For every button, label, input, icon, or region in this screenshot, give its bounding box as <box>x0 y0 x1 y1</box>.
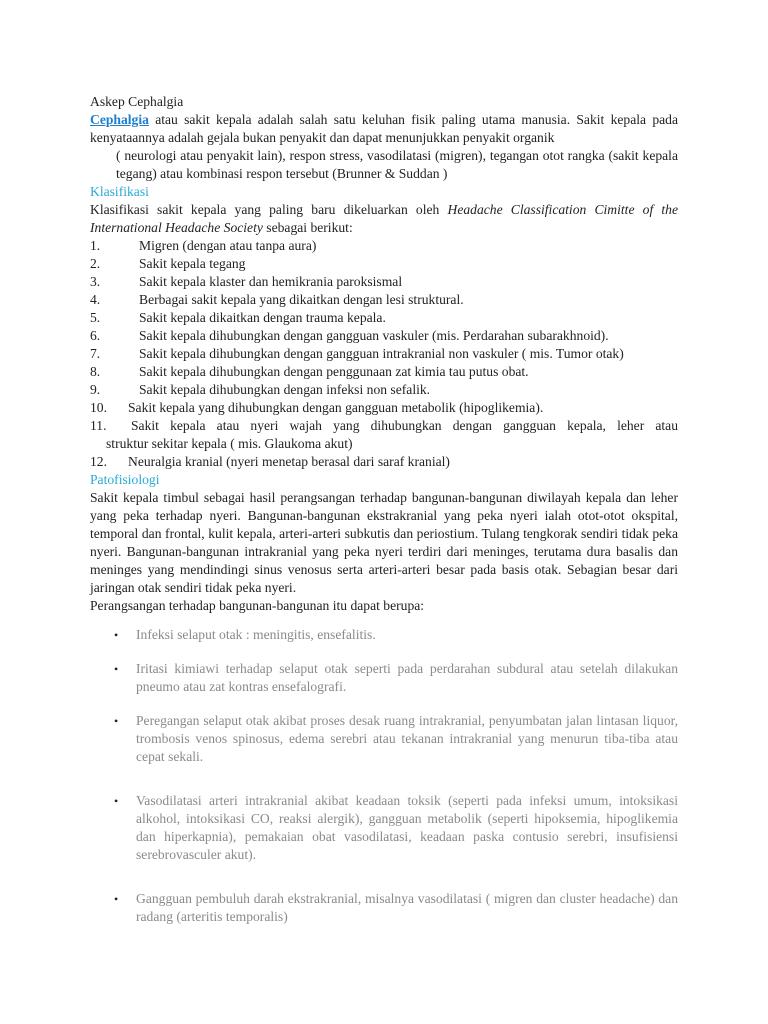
bullet-item <box>114 660 678 696</box>
list-text: Sakit kepala dihubungkan dengan gangguan intrakranial non vaskuler ( mis. Tumor otak) <box>139 346 624 361</box>
bullet-item <box>114 792 678 864</box>
list-text: Sakit kepala tegang <box>139 256 246 271</box>
klasifikasi-item <box>90 417 678 435</box>
list-text: Sakit kepala dihubungkan dengan infeksi non sefalik. <box>139 382 431 397</box>
bullet-item <box>114 626 678 644</box>
list-text: Sakit kepala dihubungkan dengan penggunaan zat kimia tau putus obat. <box>139 364 529 379</box>
cephalgia-link[interactable]: Cephalgia <box>90 112 149 127</box>
list-text: Neuralgia kranial (nyeri menetap berasal dari saraf kranial) <box>128 454 450 469</box>
klasifikasi-item <box>90 273 678 291</box>
klasifikasi-lead-text: Klasifikasi sakit kepala yang paling baru dikeluarkan oleh <box>90 202 448 217</box>
list-number: 9. <box>90 382 101 397</box>
bullet-icon: • <box>114 794 119 808</box>
bullet-icon: • <box>114 628 119 642</box>
list-number: 8. <box>90 364 101 379</box>
list-text-line2: struktur sekitar kepala ( mis. Glaukoma akut) <box>106 436 353 451</box>
klasifikasi-item <box>90 255 678 273</box>
klasifikasi-item <box>90 345 678 363</box>
klasifikasi-lead-end: sebagai berikut: <box>262 220 353 235</box>
bullet-text: Peregangan selaput otak akibat proses desak ruang intrakranial, penyumbatan jalan lintasan liquor, trombosis venos spinosus, edema serebri atau tekanan intrakranial yang menurun tiba-tiba atau cepat sekali. <box>136 713 678 764</box>
klasifikasi-source: Headache Classification Cimitte of the International Headache Society <box>90 202 679 235</box>
list-number: 6. <box>90 328 101 343</box>
list-number: 1. <box>90 238 101 253</box>
klasifikasi-item <box>90 309 678 327</box>
bullet-text: Vasodilatasi arteri intrakranial akibat keadaan toksik (seperti pada infeksi umum, intoksikasi alkohol, intoksikasi CO, reaksi alergik), gangguan metabolik (seperti hipoksemia, hipoglikemia dan hiperkapnia), pemakaian obat vasodilatasi, keadaan paska contusio serebri, insufisiensi serebrovasculer akut). <box>136 793 678 862</box>
klasifikasi-item <box>90 237 678 255</box>
patofisiologi-lead: Perangsangan terhadap bangunan-bangunan itu dapat berupa: <box>90 598 425 613</box>
perangsangan-list <box>114 626 678 926</box>
klasifikasi-item <box>90 453 678 471</box>
klasifikasi-item-continuation <box>90 435 678 453</box>
list-text: Sakit kepala dikaitkan dengan trauma kepala. <box>139 310 386 325</box>
klasifikasi-list <box>90 237 678 471</box>
list-text-line1: Sakit kepala atau nyeri wajah yang dihubungkan dengan gangguan kepala, leher atau <box>131 418 678 433</box>
klasifikasi-heading: Klasifikasi <box>90 184 149 199</box>
klasifikasi-item <box>90 327 678 345</box>
list-number: 3. <box>90 274 101 289</box>
bullet-text: Iritasi kimiawi terhadap selaput otak seperti pada perdarahan subdural atau setelah dilakukan pneumo atau zat kontras ensefalografi. <box>136 661 678 694</box>
list-number: 11. <box>90 418 107 433</box>
document-title: Askep Cephalgia <box>90 94 184 109</box>
bullet-item <box>114 712 678 766</box>
klasifikasi-item <box>90 291 678 309</box>
list-text: Sakit kepala klaster dan hemikrania paroksismal <box>139 274 403 289</box>
document-body <box>90 93 678 615</box>
patofisiologi-paragraph: Sakit kepala timbul sebagai hasil perangsangan terhadap bangunan-bangunan diwilayah kepala dan leher yang peka terhadap nyeri. Bangunan-bangunan ekstrakranial yang peka nyeri ialah otot-otot okspital, temporal dan frontal, kulit kepala, arteri-arteri subkutis dan periostium. Tulang tengkorak sendiri tidak peka nyeri. Bangunan-bangunan intrakranial yang peka nyeri terdiri dari meninges, terutama dura basalis dan meninges yang mendindingi sinus venosus serta arteri-arteri besar pada basis otak. Sebagian besar dari jaringan otak sendiri tidak peka nyeri. <box>90 490 678 595</box>
klasifikasi-item <box>90 381 678 399</box>
klasifikasi-item <box>90 399 678 417</box>
intro-paragraph <box>90 111 678 147</box>
list-number: 4. <box>90 292 101 307</box>
bullet-icon: • <box>114 892 119 906</box>
bullet-icon: • <box>114 714 119 728</box>
list-number: 10. <box>90 400 107 415</box>
list-text: Berbagai sakit kepala yang dikaitkan dengan lesi struktural. <box>139 292 464 307</box>
list-number: 2. <box>90 256 101 271</box>
bullet-text: Infeksi selaput otak : meningitis, ensefalitis. <box>136 627 376 642</box>
list-text: Sakit kepala yang dihubungkan dengan gangguan metabolik (hipoglikemia). <box>128 400 544 415</box>
list-number: 7. <box>90 346 101 361</box>
bullet-text: Gangguan pembuluh darah ekstrakranial, misalnya vasodilatasi ( migren dan cluster headache) dan radang (arteritis temporalis) <box>136 891 678 924</box>
list-number: 12. <box>90 454 107 469</box>
klasifikasi-lead <box>90 201 678 237</box>
patofisiologi-heading: Patofisiologi <box>90 472 160 487</box>
intro-continuation: ( neurologi atau penyakit lain), respon stress, vasodilatasi (migren), tegangan otot rangka (sakit kepala tegang) atau kombinasi respon tersebut (Brunner & Suddan ) <box>116 148 678 181</box>
list-text <box>131 417 678 435</box>
list-text: Sakit kepala dihubungkan dengan gangguan vaskuler (mis. Perdarahan subarakhnoid). <box>139 328 609 343</box>
intro-text: atau sakit kepala adalah salah satu keluhan fisik paling utama manusia. Sakit kepala pada kenyataannya adalah gejala bukan penyakit dan dapat menunjukkan penyakit organik <box>90 112 678 145</box>
list-text: Migren (dengan atau tanpa aura) <box>139 238 317 253</box>
list-number: 5. <box>90 310 101 325</box>
klasifikasi-item <box>90 363 678 381</box>
bullet-item <box>114 890 678 926</box>
bullet-icon: • <box>114 662 119 676</box>
